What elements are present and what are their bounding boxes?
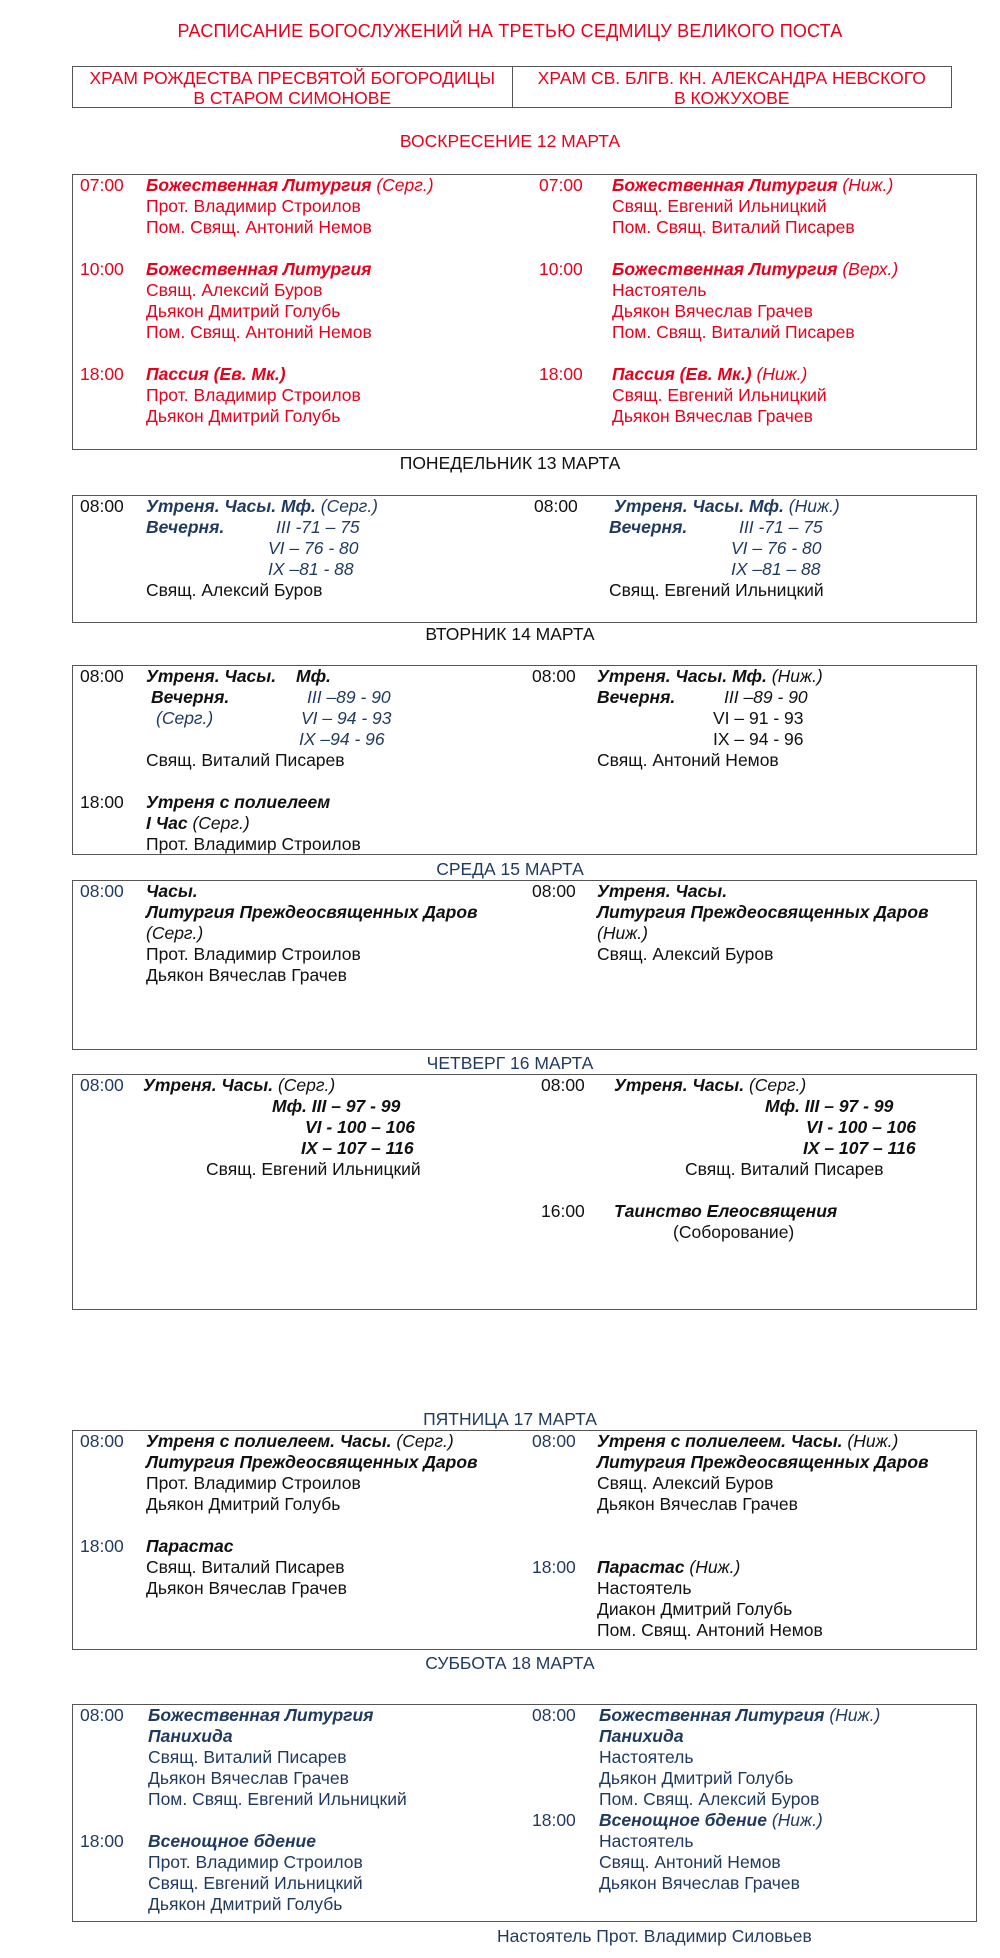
service-line [612,259,898,280]
church-right-line-2: В КОЖУХОВЕ [674,88,790,108]
clergy-line: Пом. Свящ. Евгений Ильницкий [148,1789,407,1809]
service-line [146,1452,478,1473]
time: 08:00 [80,881,124,901]
time: 07:00 [539,175,583,195]
vespers-line [597,687,675,708]
clergy-line: Свящ. Антоний Немов [597,750,779,770]
time: 18:00 [532,1557,576,1577]
service-name: I Час [146,813,188,833]
service-note: (Ниж.) [766,666,823,686]
time: 08:00 [532,1705,576,1725]
service-note-line [156,708,213,729]
clergy-line: Пом. Свящ. Виталий Писарев [612,217,855,237]
service-line [597,1431,898,1452]
psalm-line: IX – 94 - 96 [713,729,804,749]
psalm-range: VI – 76 - 80 [731,538,822,558]
service-line [146,175,434,196]
service-line [146,881,198,902]
clergy-line: Диакон Дмитрий Голубь [597,1599,793,1619]
service-line [143,1075,335,1096]
service-line [614,1201,837,1222]
clergy-line: Прот. Владимир Строилов [146,196,361,216]
rector-signature: Настоятель Прот. Владимир Силовьев [497,1926,812,1946]
service-note: (Ниж.) [597,923,648,943]
service-name: Утреня. Часы. [614,1075,745,1095]
psalm-line [301,1138,414,1159]
clergy-line: Дьякон Вячеслав Грачев [612,301,813,321]
psalm-line [276,517,360,538]
service-note: (Ниж.) [783,496,840,516]
clergy-line: Дьякон Вячеслав Грачев [612,406,813,426]
service-line [296,666,331,687]
day-box-tuesday [72,665,977,855]
clergy-line: Прот. Владимир Строилов [146,1473,361,1493]
service-note: (Ниж.) [766,1810,823,1830]
service-note: (Серг.) [744,1075,807,1095]
service-note: (Серг.) [391,1431,454,1451]
time: 08:00 [80,1075,124,1095]
service-line [146,1431,454,1452]
psalm-range: III -71 – 75 [739,517,823,537]
service-note-line [597,923,648,944]
service-line [612,364,807,385]
service-line [146,666,276,687]
service-name: Вечерня. [146,517,225,537]
psalm-range: III –89 - 90 [724,687,808,707]
service-line [148,1705,373,1726]
service-note: (Серг.) [146,923,204,943]
service-line [146,259,371,280]
time: 18:00 [80,1536,124,1556]
time: 08:00 [532,1431,576,1451]
service-name: Всенощное бдение [599,1810,767,1830]
church-right-line-1: ХРАМ СВ. БЛГВ. КН. АЛЕКСАНДРА НЕВСКОГО [537,68,926,88]
clergy-line: Дьякон Дмитрий Голубь [146,406,341,426]
time: 10:00 [539,259,583,279]
clergy-line: Свящ. Виталий Писарев [148,1747,347,1767]
clergy-line: Прот. Владимир Строилов [148,1852,363,1872]
psalm-line [307,687,391,708]
service-line [146,364,286,385]
day-box-sunday [72,174,977,450]
service-line [599,1705,880,1726]
psalm-line [301,708,391,729]
clergy-line: Пом. Свящ. Антоний Немов [597,1620,823,1640]
service-line [597,881,727,902]
church-right [513,67,952,107]
psalm-range: IX –81 - 88 [268,559,354,579]
service-name: Вечерня. [597,687,676,707]
vespers-line [151,687,229,708]
psalm-range: VI – 94 - 93 [301,708,392,728]
time: 08:00 [534,496,578,516]
psalm-line [724,687,808,708]
service-line [146,792,330,813]
psalm-line [731,538,821,559]
service-name: Божественная Литургия [612,259,838,279]
service-line [148,1831,316,1852]
psalm-line [305,1117,415,1138]
clergy-line: Свящ. Алексий Буров [146,580,323,600]
clergy-line: Свящ. Виталий Писарев [146,750,345,770]
service-note: (Верх.) [837,259,899,279]
psalm-range: III -71 – 75 [276,517,360,537]
psalm-range: IX – 107 – 116 [803,1138,916,1158]
service-name: Божественная Литургия [146,175,372,195]
time: 08:00 [532,666,576,686]
clergy-line: Свящ. Алексий Буров [146,280,323,300]
clergy-line: Пом. Свящ. Виталий Писарев [612,322,855,342]
service-line [148,1726,233,1747]
service-line [614,1075,806,1096]
clergy-line: Дьякон Дмитрий Голубь [599,1768,794,1788]
service-name: Пассия (Ев. Мк.) [612,364,752,384]
clergy-line: Прот. Владимир Строилов [146,834,361,854]
service-line [597,666,823,687]
churches-header [72,66,952,108]
service-name: Божественная Литургия [599,1705,825,1725]
psalm-line [299,729,385,750]
clergy-line: Дьякон Дмитрий Голубь [148,1894,343,1914]
church-left-line-1: ХРАМ РОЖДЕСТВА ПРЕСВЯТОЙ БОГОРОДИЦЫ [89,68,495,88]
psalm-line: VI – 91 - 93 [713,708,804,728]
clergy-line: Свящ. Евгений Ильницкий [609,580,824,600]
clergy-line: Свящ. Евгений Ильницкий [148,1873,363,1893]
day-box-wednesday [72,880,977,1050]
psalm-range: IX – 107 – 116 [301,1138,414,1158]
service-name: Литургия Преждеосвященных Даров [597,1452,929,1472]
service-line [614,496,840,517]
clergy-line: Свящ. Антоний Немов [599,1852,781,1872]
service-line [612,175,893,196]
day-box-friday [72,1430,977,1650]
psalm-line [803,1138,916,1159]
day-heading-thursday: ЧЕТВЕРГ 16 МАРТА [426,1053,594,1073]
clergy-line: Настоятель [599,1831,694,1851]
psalm-range: III –89 - 90 [307,687,391,707]
psalm-line [765,1096,893,1117]
clergy-line: Дьякон Дмитрий Голубь [146,301,341,321]
service-note: (Ниж.) [842,1431,899,1451]
clergy-line: Свящ. Виталий Писарев [146,1557,345,1577]
clergy-line: Пом. Свящ. Алексий Буров [599,1789,820,1809]
clergy-line: Дьякон Вячеслав Грачев [597,1494,798,1514]
service-note: (Серг.) [315,496,379,516]
service-name: Панихида [599,1726,684,1746]
service-line [599,1726,684,1747]
service-line [597,902,929,923]
service-name: Утреня. Часы. [143,1075,274,1095]
clergy-line: Настоятель [597,1578,692,1598]
service-note-line: (Соборование) [673,1222,795,1242]
time: 08:00 [80,1705,124,1725]
clergy-line: Прот. Владимир Строилов [146,385,361,405]
service-name: Литургия Преждеосвященных Даров [146,902,478,922]
service-line [146,496,378,517]
service-name: Часы. [146,881,198,901]
schedule-title: РАСПИСАНИЕ БОГОСЛУЖЕНИЙ НА ТРЕТЬЮ СЕДМИЦУ ВЕЛИКОГО ПОСТА [177,21,843,41]
service-name: Божественная Литургия [148,1705,374,1725]
day-heading-friday: ПЯТНИЦА 17 МАРТА [423,1409,597,1429]
clergy-line: Дьякон Вячеслав Грачев [148,1768,349,1788]
psalm-line [268,559,354,580]
clergy-line: Настоятель [612,280,707,300]
clergy-line: Свящ. Евгений Ильницкий [206,1159,421,1179]
psalm-line [806,1117,916,1138]
day-box-saturday [72,1704,977,1922]
service-note: (Серг.) [273,1075,336,1095]
clergy-line: Дьякон Вячеслав Грачев [146,1578,347,1598]
time: 08:00 [532,881,576,901]
service-name: Пассия (Ев. Мк.) [146,364,286,384]
time: 08:00 [80,666,124,686]
time: 16:00 [541,1201,585,1221]
psalm-range: IX –94 - 96 [299,729,385,749]
service-note: (Ниж.) [824,1705,881,1725]
service-note: (Серг.) [187,813,250,833]
clergy-line: Дьякон Вячеслав Грачев [146,965,347,985]
time: 18:00 [532,1810,576,1830]
service-name: Вечерня. [151,687,230,707]
psalm-range: IX –81 – 88 [731,559,821,579]
service-note-line [146,923,203,944]
service-name: Утреня. Часы. Мф. [146,496,316,516]
clergy-line: Свящ. Алексий Буров [597,1473,774,1493]
day-heading-sunday: ВОСКРЕСЕНИЕ 12 МАРТА [399,131,621,151]
service-line [597,1452,929,1473]
psalm-range: VI – 76 - 80 [268,538,359,558]
psalm-range: Мф. III – 97 - 99 [765,1096,894,1116]
day-box-thursday [72,1074,977,1310]
service-name: Таинство Елеосвящения [614,1201,838,1221]
psalm-line [272,1096,400,1117]
time: 08:00 [541,1075,585,1095]
church-left [73,67,513,107]
time: 18:00 [80,364,124,384]
day-heading-tuesday: ВТОРНИК 14 МАРТА [425,624,595,644]
service-name: Парастас [597,1557,685,1577]
service-name: Мф. [296,666,331,686]
service-note: (Серг.) [371,175,434,195]
psalm-line [268,538,358,559]
service-note: (Ниж.) [837,175,894,195]
service-name: Божественная Литургия [612,175,838,195]
clergy-line: Свящ. Евгений Ильницкий [612,196,827,216]
service-name: Утреня. Часы. Мф. [597,666,767,686]
clergy-line: Пом. Свящ. Антоний Немов [146,322,372,342]
service-line [597,1557,740,1578]
service-name: Утреня с полиелеем. Часы. [146,1431,392,1451]
day-heading-saturday: СУББОТА 18 МАРТА [425,1653,595,1673]
service-note: (Ниж.) [751,364,808,384]
vespers-line [609,517,687,538]
time: 18:00 [80,792,124,812]
service-name: Парастас [146,1536,234,1556]
vespers-line [146,517,224,538]
clergy-line: Дьякон Дмитрий Голубь [146,1494,341,1514]
service-name: Божественная Литургия [146,259,372,279]
church-left-line-2: В СТАРОМ СИМОНОВЕ [193,88,392,108]
service-name: Утреня. Часы. [146,666,277,686]
day-heading-wednesday: СРЕДА 15 МАРТА [436,859,584,879]
service-line [146,813,250,834]
time: 18:00 [80,1831,124,1851]
clergy-line: Свящ. Виталий Писарев [685,1159,884,1179]
service-name: Утреня с полиелеем. Часы. [597,1431,843,1451]
time: 08:00 [80,1431,124,1451]
service-name: Литургия Преждеосвященных Даров [597,902,929,922]
service-line [146,1536,234,1557]
service-name: Всенощное бдение [148,1831,316,1851]
service-name: Литургия Преждеосвященных Даров [146,1452,478,1472]
clergy-line: Прот. Владимир Строилов [146,944,361,964]
clergy-line: Свящ. Евгений Ильницкий [612,385,827,405]
day-heading-monday: ПОНЕДЕЛЬНИК 13 МАРТА [399,453,621,473]
service-name: Утреня. Часы. [597,881,728,901]
service-note: (Серг.) [156,708,214,728]
clergy-line: Пом. Свящ. Антоний Немов [146,217,372,237]
time: 10:00 [80,259,124,279]
clergy-line: Свящ. Алексий Буров [597,944,774,964]
service-name: Утреня. Часы. Мф. [614,496,784,516]
day-box-monday [72,495,977,623]
psalm-range: VI - 100 – 106 [806,1117,916,1137]
time: 18:00 [539,364,583,384]
psalm-range: Мф. III – 97 - 99 [272,1096,401,1116]
clergy-line: Настоятель [599,1747,694,1767]
clergy-line: Дьякон Вячеслав Грачев [599,1873,800,1893]
service-line [146,902,478,923]
psalm-line [731,559,821,580]
psalm-range: VI - 100 – 106 [305,1117,415,1137]
psalm-line [739,517,823,538]
service-line [599,1810,823,1831]
time: 08:00 [80,496,124,516]
time: 07:00 [80,175,124,195]
service-name: Утреня с полиелеем [146,792,331,812]
service-name: Вечерня. [609,517,688,537]
service-name: Панихида [148,1726,233,1746]
service-note: (Ниж.) [684,1557,741,1577]
